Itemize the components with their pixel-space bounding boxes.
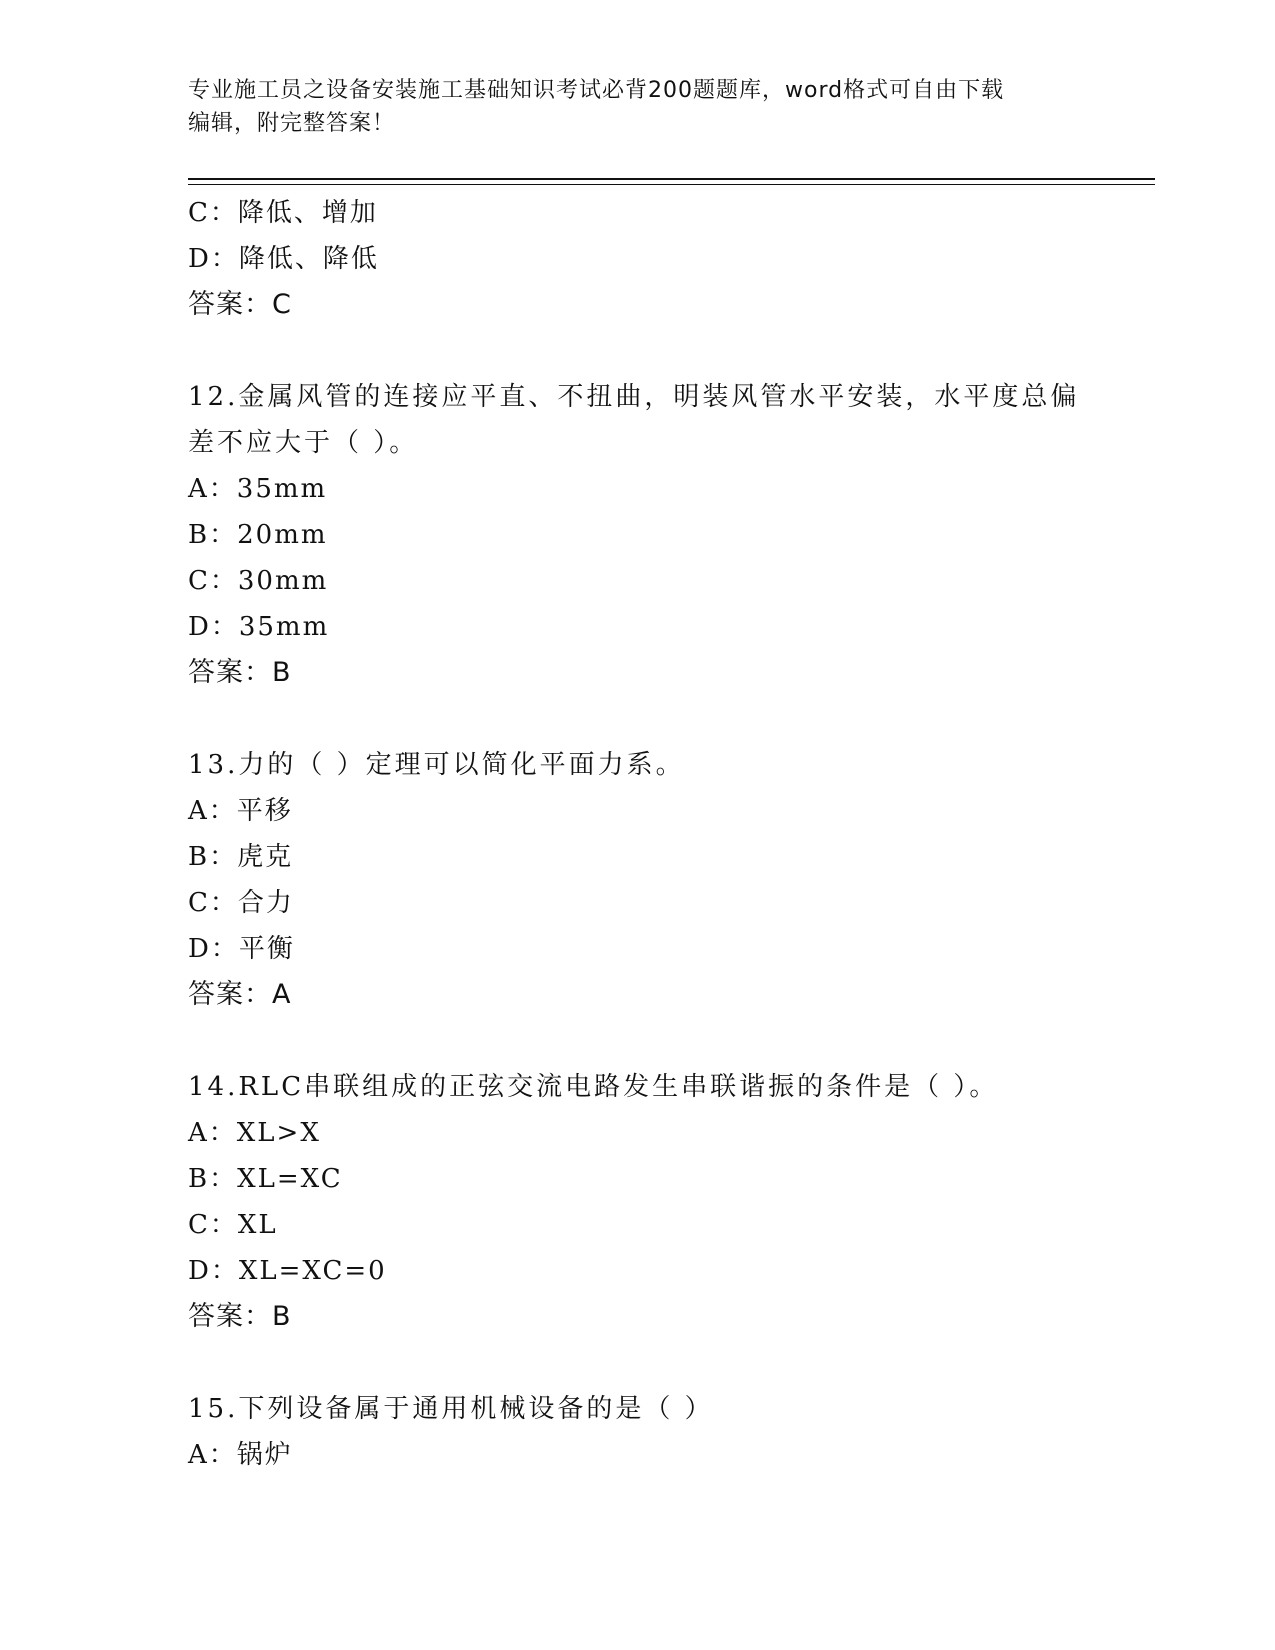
option-b: B：XL=XC — [188, 1164, 343, 1194]
question-13 — [188, 742, 1088, 1018]
question-15 — [188, 1386, 1088, 1478]
answer-line: 答案：C — [188, 289, 292, 320]
question-12 — [188, 374, 1088, 696]
option-c: C：降低、增加 — [188, 198, 378, 228]
option-d: D：降低、降低 — [188, 244, 379, 274]
question-list — [188, 190, 1088, 1478]
page-header — [188, 74, 1068, 140]
option-b: B：虎克 — [188, 842, 294, 872]
option-c: C：30mm — [188, 566, 329, 596]
option-d: D：XL=XC=0 — [188, 1256, 387, 1286]
header-divider-thin — [188, 184, 1155, 185]
option-d: D：35mm — [188, 612, 330, 642]
header-divider-thick — [188, 178, 1155, 180]
option-c: C：合力 — [188, 888, 294, 918]
answer-line: 答案：A — [188, 979, 292, 1010]
option-a: A：XL>X — [188, 1118, 321, 1148]
question-11-tail — [188, 190, 1088, 328]
question-text: 14.RLC串联组成的正弦交流电路发生串联谐振的条件是（ ）。 — [188, 1072, 999, 1102]
option-a: A：锅炉 — [188, 1440, 293, 1470]
header-line-1: 专业施工员之设备安装施工基础知识考试必背200题题库，word格式可自由下载 — [188, 78, 1005, 103]
answer-line: 答案：B — [188, 657, 292, 688]
option-d: D：平衡 — [188, 934, 295, 964]
question-text: 13.力的（ ）定理可以简化平面力系。 — [188, 750, 685, 780]
question-14 — [188, 1064, 1088, 1340]
question-text: 差不应大于（ ）。 — [188, 428, 419, 458]
option-b: B：20mm — [188, 520, 328, 550]
header-line-2: 编辑，附完整答案！ — [188, 111, 396, 136]
question-text: 12.金属风管的连接应平直、不扭曲，明装风管水平安装，水平度总偏 — [188, 382, 1080, 412]
answer-line: 答案：B — [188, 1301, 292, 1332]
question-text: 15.下列设备属于通用机械设备的是（ ） — [188, 1394, 714, 1424]
option-a: A：35mm — [188, 474, 328, 504]
option-a: A：平移 — [188, 796, 293, 826]
option-c: C：XL — [188, 1210, 278, 1240]
